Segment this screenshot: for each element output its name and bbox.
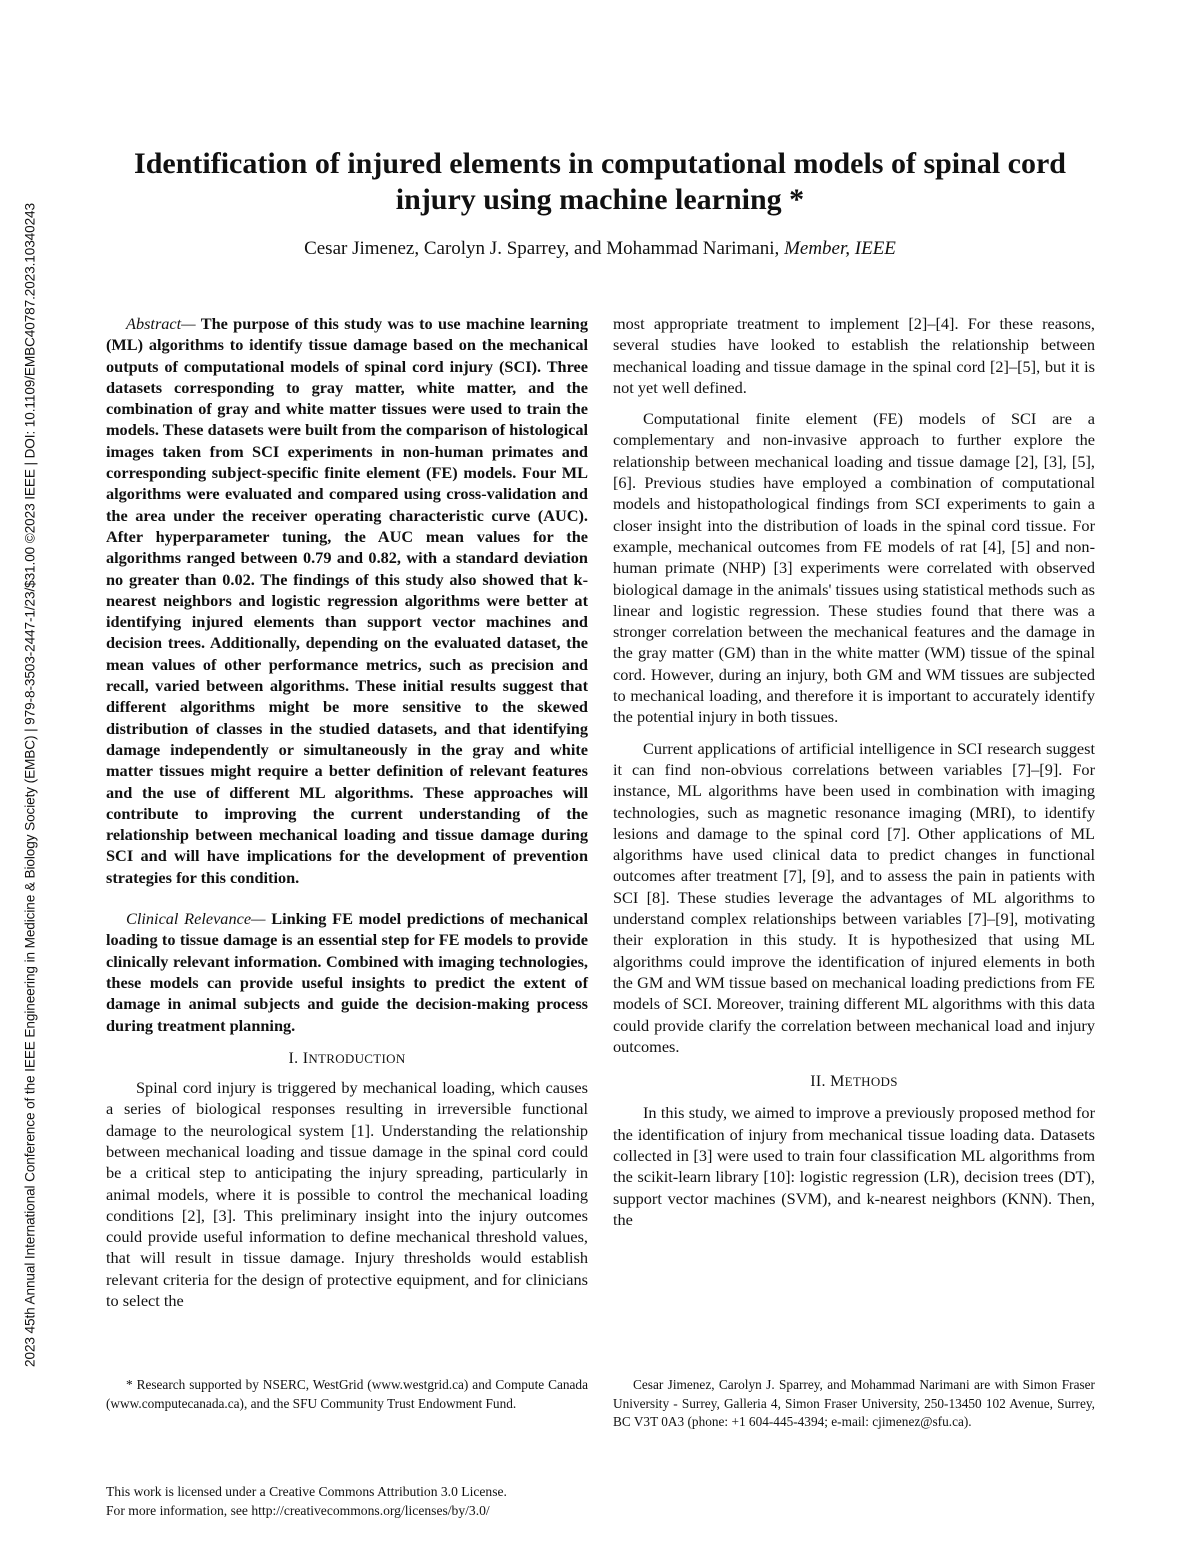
intro-paragraph-3: Current applications of artificial intelligence in SCI research suggest it can find non-obvious correlations between variables [7]–[9]. For instance, ML algorithms have been used in combination with imaging technologies, such as magnetic resonance imaging (MRI), to identify lesions and damage to the spinal cord [7]. Other applications of ML algorithms have used clinical data to predict changes in functional outcomes after treatment [7], [9], and to assess the pain in patients with SCI [8]. These studies leverage the advantages of ML algorithms to understand complex relationships between variables [7]–[9], motivating their exploration in this study. It is hypothesized that using ML algorithms could improve the identification of injured elements in both the GM and WM tissue based on mechanical loading predictions from FE models of SCI. Moreover, training different ML algorithms with this data could provide clarify the correlation between mechanical load and injury outcomes. bbox=[613, 738, 1095, 1056]
footnote-funding: * Research supported by NSERC, WestGrid (www.westgrid.ca) and Compute Canada (www.computecanada.ca), and the SFU Community Trust Endowment Fund. bbox=[106, 1377, 588, 1411]
side-copyright-strip bbox=[20, 140, 40, 1430]
license-notice bbox=[106, 1482, 507, 1520]
author-names: Cesar Jimenez, Carolyn J. Sparrey, and Mohammad Narimani, bbox=[304, 238, 780, 259]
section-rest: ETHODS bbox=[844, 1074, 898, 1090]
methods-paragraph-1: In this study, we aimed to improve a previously proposed method for the identification of injury from mechanical tissue loading data. Datasets collected in [3] were used to train four classification ML algorithms from the scikit-learn library [10]: logistic regression (LR), decision trees (DT), support vector machines (SVM), and k-nearest neighbors (KNN). Then, the bbox=[613, 1103, 1095, 1229]
side-copyright-text: 2023 45th Annual International Conference of the IEEE Engineering in Medicine & Biology Society (EMBC) | 979-8-3503-2447-1/23/$31.00 ©2023 IEEE | DOI: 10.1109/EMBC40787.2023.10340243 bbox=[22, 203, 38, 1367]
intro-paragraph-2: Computational finite element (FE) models of SCI are a complementary and non-invasive approach to further explore the relationship between mechanical loading and tissue damage [2], [3], [5], [6]. Previous studies have employed a combination of computational models and histopathological findings from SCI experiments to gain a closer insight into the distribution of loads in the spinal cord tissue. For example, mechanical outcomes from FE models of rat [4], [5] and non-human primate (NHP) [3] experiments were correlated with observed biological damage in the animals' tissues using statistical methods such as linear and logistic regression. These studies found that there was a stronger correlation between the mechanical features and the damage in the gray matter (GM) than in the white matter (WM) tissue of the spinal cord. However, during an injury, both GM and WM tissues are subjected to mechanical loading, and therefore it is important to accurately identify the potential injury in both tissues. bbox=[613, 409, 1095, 727]
footnote-affiliation: Cesar Jimenez, Carolyn J. Sparrey, and Mohammad Narimani are with Simon Fraser University - Surrey, Galleria 4, Simon Fraser University, 250-13450 102 Avenue, Surrey, BC V3T 0A3 (phone: +1 604-445-4394; e-mail: cjimenez@sfu.ca). bbox=[613, 1377, 1095, 1430]
section-heading-methods bbox=[613, 1071, 1095, 1092]
author-membership: Member, IEEE bbox=[784, 238, 896, 259]
license-line-2: For more information, see http://creativecommons.org/licenses/by/3.0/ bbox=[106, 1503, 490, 1518]
abstract-text: The purpose of this study was to use machine learning (ML) algorithms to identify tissue damage based on the mechanical outputs of computational models of spinal cord injury (SCI). Three datasets corresponding to gray matter, white matter, and the combination of gray and white matter tissues were used to train the models. These datasets were built from the comparison of histological images taken from SCI experiments in non-human primates and corresponding subject-specific finite element (FE) models. Four ML algorithms were evaluated and compared using cross-validation and the area under the receiver operating characteristic curve (AUC). After hyperparameter tuning, the AUC mean values for the algorithms ranged between 0.79 and 0.82, with a standard deviation no greater than 0.02. The findings of this study also showed that k-nearest neighbors and logistic regression algorithms were better at identifying injured elements than support vector machines and decision trees. Additionally, depending on the evaluated dataset, the mean values of other performance metrics, such as precision and recall, varied between algorithms. These initial results suggest that different algorithms might be more sensitive to the skewed distribution of classes in the studied datasets, and that identifying damage independently or simultaneously in the gray and white matter tissues might require a better definition of relevant features and the use of different ML algorithms. These approaches will contribute to improving the current understanding of the relationship between mechanical loading and tissue damage during SCI and will have implications for the development of prevention strategies for this condition. bbox=[106, 314, 588, 887]
section-rest: NTRODUCTION bbox=[308, 1050, 406, 1066]
section-heading-introduction bbox=[106, 1048, 588, 1069]
left-column bbox=[106, 313, 588, 1311]
abstract-lead: Abstract— bbox=[126, 314, 196, 333]
right-column bbox=[613, 313, 1095, 1230]
intro-paragraph-1: Spinal cord injury is triggered by mechanical loading, which causes a series of biological responses resulting in irreversible functional damage to the neurological system [1]. Understanding the relationship between mechanical loading and tissue damage in the spinal cord could be a critical step to anticipating the injury spreading, particularly in animal models, where it is possible to control the mechanical loading conditions [2], [3]. This preliminary insight into the injury outcomes could provide useful information to define mechanical threshold values, that will result in tissue damage. Injury thresholds would establish relevant criteria for the design of protective equipment, and for clinicians to select the bbox=[106, 1078, 588, 1311]
clinical-relevance-lead: Clinical Relevance— bbox=[126, 909, 266, 929]
section-initial: M bbox=[830, 1073, 845, 1091]
clinical-relevance bbox=[106, 908, 588, 1036]
section-initial: I bbox=[302, 1049, 309, 1067]
abstract bbox=[106, 313, 588, 888]
clinical-relevance-text: Linking FE model predictions of mechanical loading to tissue damage is an essential step for FE models to provide clinically relevant information. Combined with imaging technologies, these models can provide useful insights to predict the extent of damage in animal subjects and guide the decision-making process during treatment planning. bbox=[106, 909, 588, 1035]
intro-paragraph-1-continued: most appropriate treatment to implement [2]–[4]. For these reasons, several studies have looked to establish the relationship between mechanical loading and tissue damage in the spinal cord [2]–[5], but it is not yet well defined. bbox=[613, 314, 1095, 397]
license-line-1: This work is licensed under a Creative Commons Attribution 3.0 License. bbox=[106, 1484, 507, 1499]
paper-title: Identification of injured elements in computational models of spinal cord injury using machine learning * bbox=[134, 147, 1066, 216]
section-numeral: I. bbox=[288, 1049, 299, 1067]
section-numeral: II. bbox=[810, 1073, 826, 1091]
author-line bbox=[120, 238, 1080, 260]
